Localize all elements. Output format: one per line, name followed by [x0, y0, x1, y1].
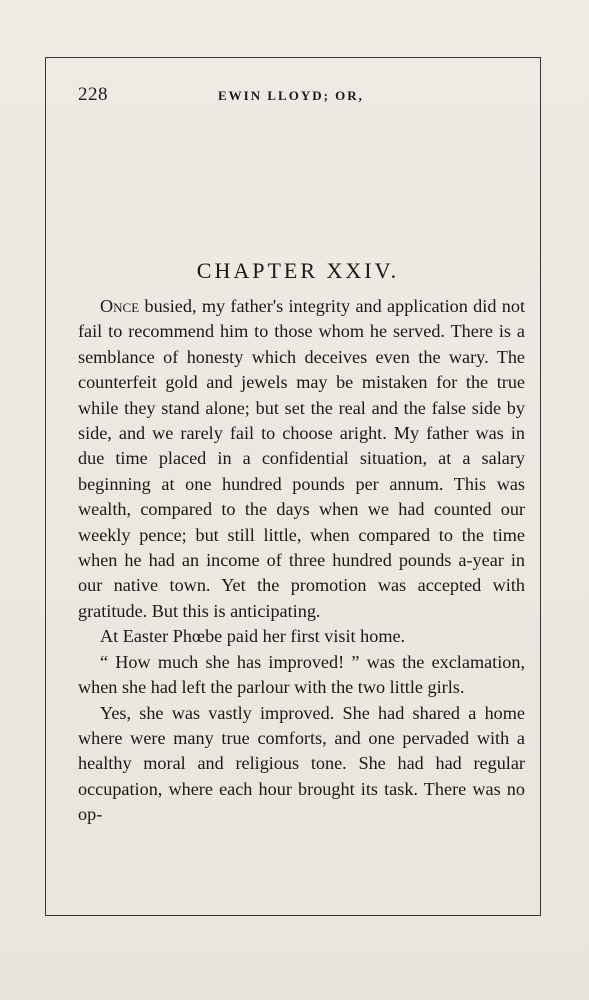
chapter-title: CHAPTER XXIV. [196, 258, 400, 283]
body-text [78, 294, 525, 828]
running-head [78, 84, 528, 110]
running-title: EWIN LLOYD; OR, [218, 88, 364, 103]
paragraph-1 [78, 294, 525, 624]
paragraph-1-text: busied, my father's integrity and application did not fail to recommend him to those whom he served. There is a semblance of honesty which deceives even the wary. The counterfeit gold and jewels may be mistaken for the true while they stand alone; but set the real and the false side by side, and we rarely fail to choose aright. My father was in due time placed in a confidential situation, at a salary beginning at one hundred pounds per annum. This was wealth, compared to the days when we had counted our weekly pence; but still little, when compared to the time when he had an income of three hundred pounds a-year in our native town. Yet the promotion was accepted with gratitude. But this is anticipating. [78, 296, 525, 621]
paragraph-4-text: Yes, she was vastly improved. She had shared a home where were many true comforts, and one pervaded with a healthy moral and religious tone. She had had regular occupation, where each hour brought its task. There was no op- [78, 702, 525, 825]
paragraph-4 [78, 701, 525, 828]
paragraph-3-text: “ How much she has improved! ” was the exclamation, when she had left the parlour with the two little girls. [78, 651, 525, 698]
page-number: 228 [78, 84, 108, 105]
paragraph-2 [78, 624, 525, 649]
paragraph-3 [78, 650, 525, 701]
paragraph-1-lead: Once [100, 296, 140, 316]
paragraph-2-text: At Easter Phœbe paid her first visit home. [100, 626, 406, 647]
